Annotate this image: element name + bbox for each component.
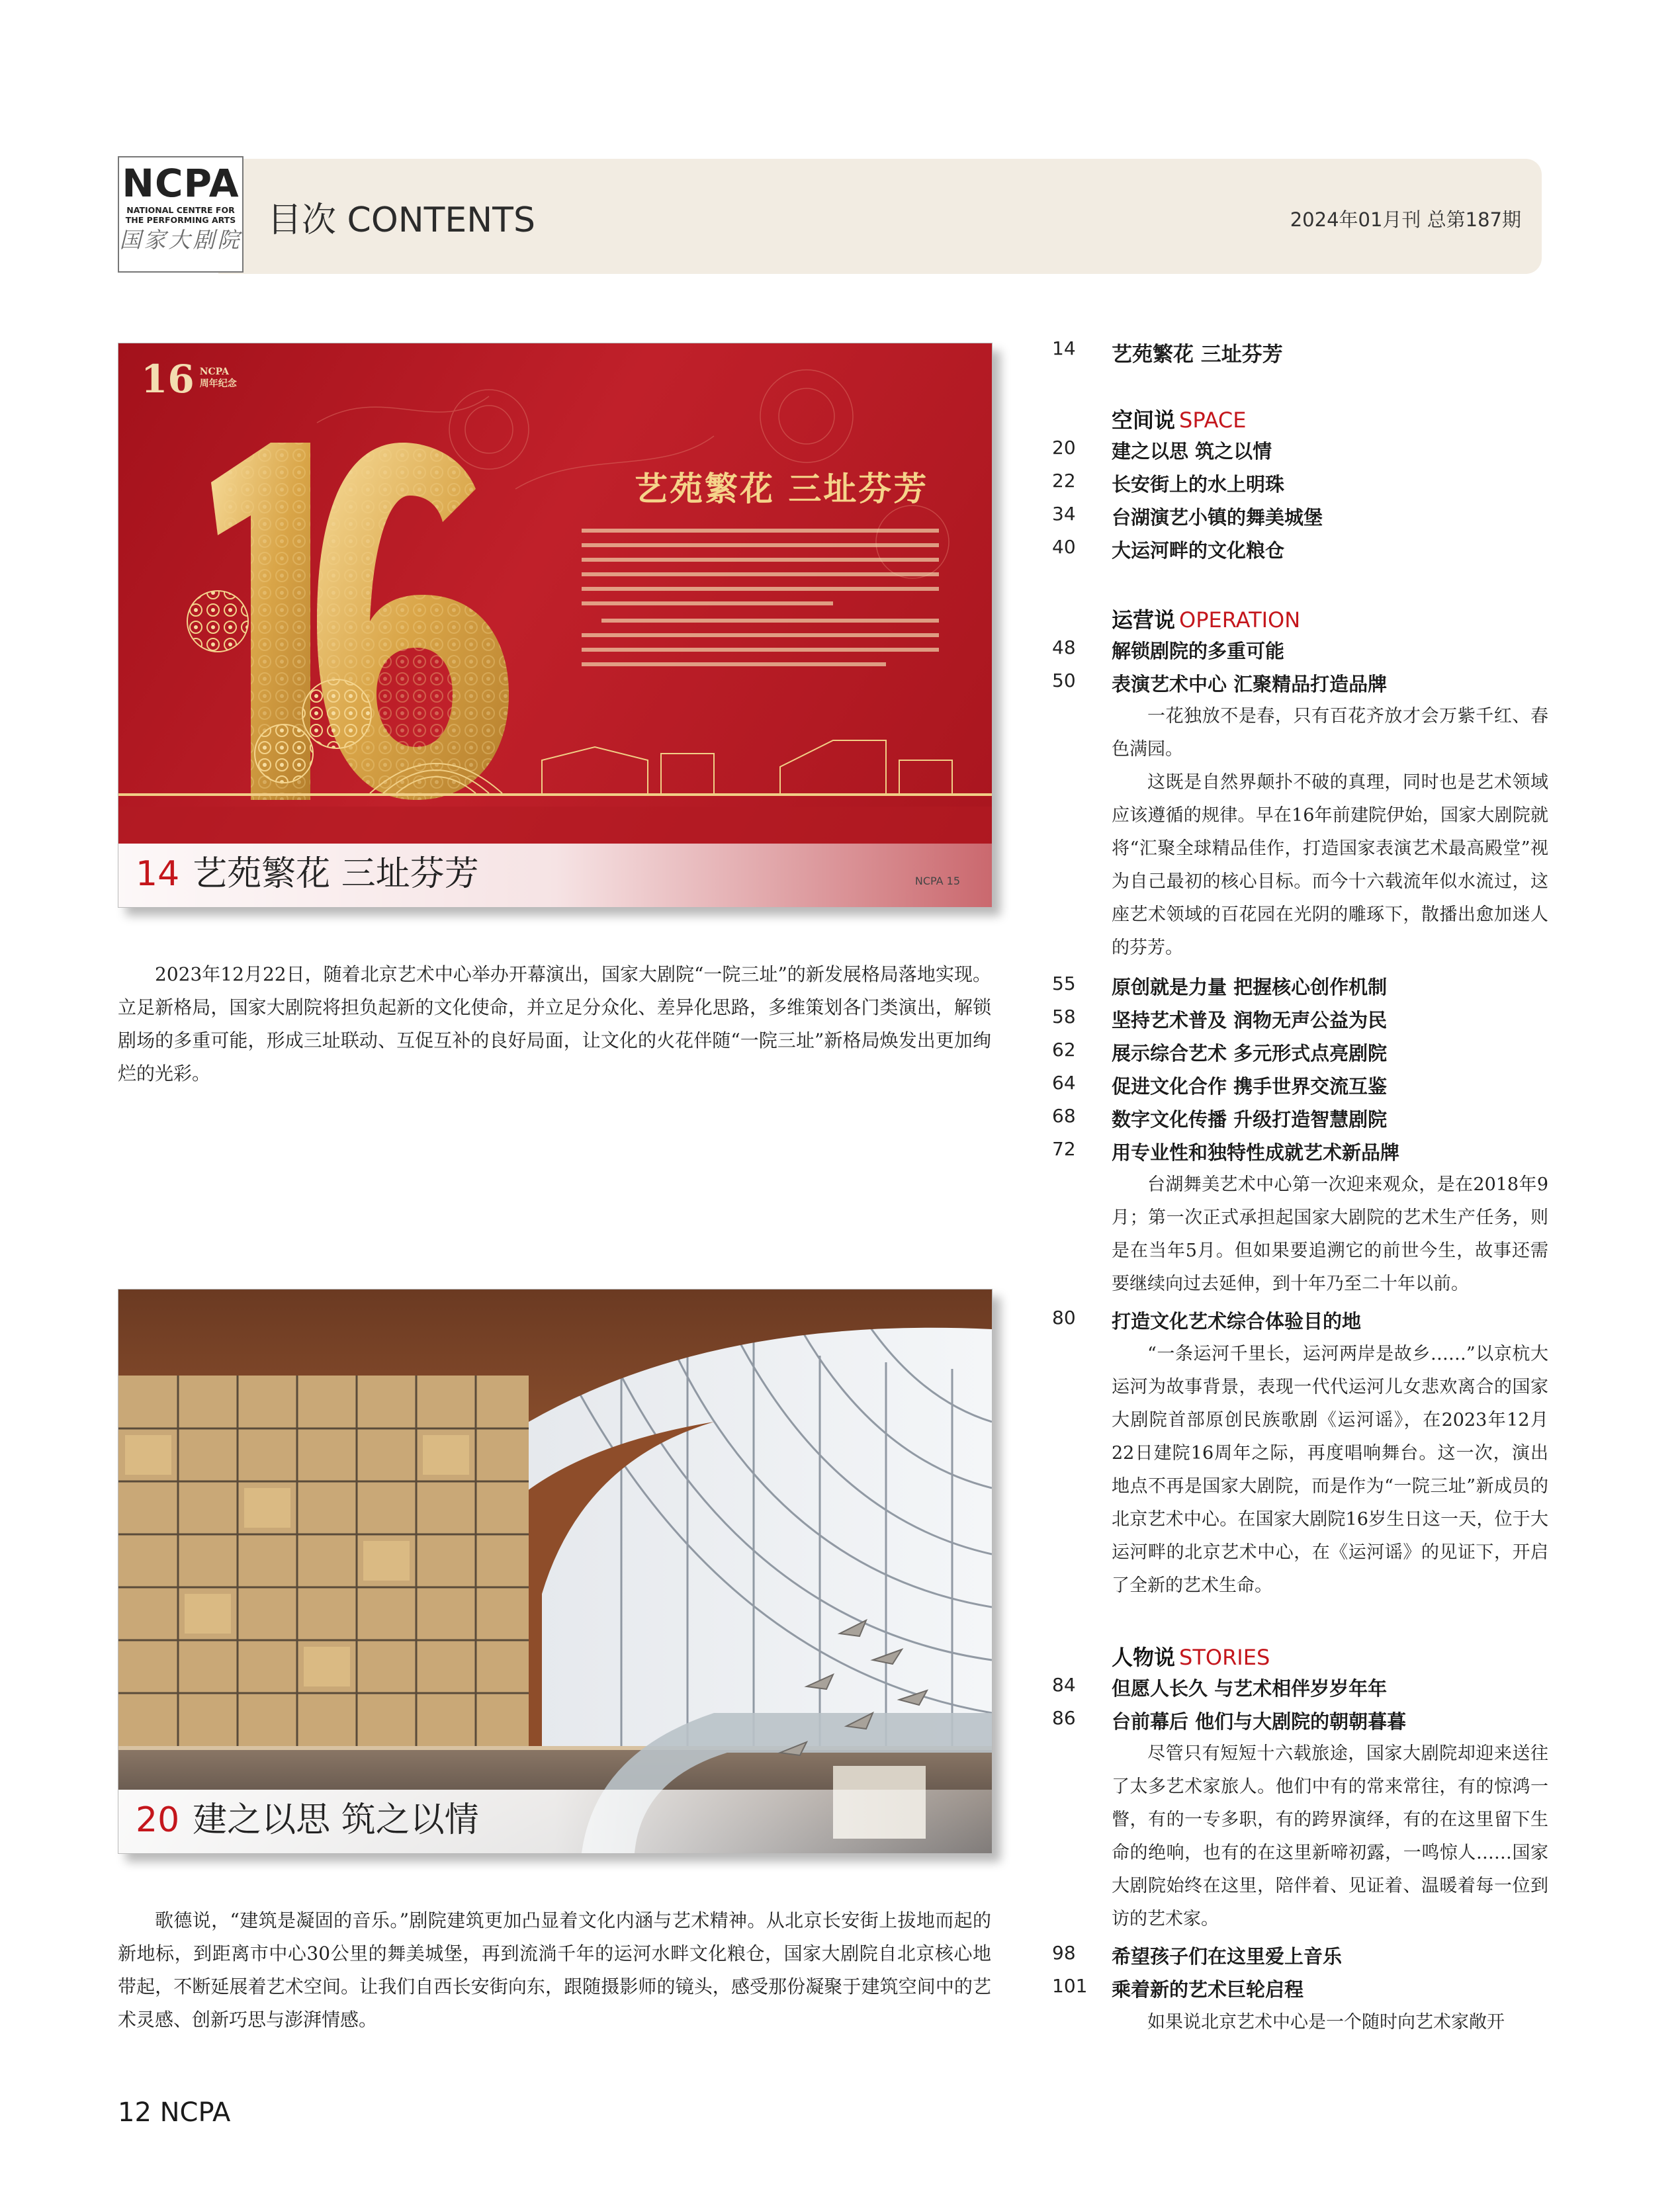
toc-page-number: 62 [1052, 1039, 1076, 1061]
toc-blurb: 一花独放不是春，只有百花齐放才会万紫千红、春色满园。 [1112, 706, 1548, 760]
poster-text-lines [582, 523, 939, 669]
section-en: SPACE [1179, 408, 1247, 433]
toc-page-number: 101 [1052, 1975, 1088, 1997]
toc-page-number: 72 [1052, 1138, 1076, 1160]
contents-title: 目次 CONTENTS [267, 200, 535, 240]
toc-blurb: 这既是自然界颠扑不破的真理，同时也是艺术领域应该遵循的规律。早在16年前建院伊始，国家大剧院就将“汇聚全球精品佳作，打造国家表演艺术最高殿堂”视为自己最初的核心目标。而今十六载流年似水流过，这座艺术领域的百花园在光阴的雕琢下，散播出愈加迷人的芬芳。 [1112, 772, 1548, 958]
badge-number: 16 [141, 357, 195, 402]
caption-title: 建之以思 筑之以情 [193, 1800, 479, 1840]
section-cn: 运营说 [1112, 607, 1176, 633]
section-cn: 人物说 [1112, 1645, 1176, 1670]
badge-text-1: NCPA [199, 367, 230, 377]
toc-item-title: 大运河畔的文化粮仓 [1112, 539, 1285, 562]
toc-section-stories [1112, 1641, 1270, 1671]
caption-page-number: 20 [136, 1800, 180, 1840]
footer-brand: NCPA [159, 2097, 231, 2128]
section-en: STORIES [1179, 1645, 1270, 1670]
feature-image-anniversary[interactable] [118, 343, 993, 908]
toc-item-title: 促进文化合作 携手世界交流互鉴 [1112, 1075, 1388, 1098]
toc-page-number: 22 [1052, 470, 1076, 492]
caption-band [118, 1790, 992, 1853]
toc-page-number: 68 [1052, 1105, 1076, 1127]
toc-page-number: 80 [1052, 1307, 1076, 1329]
feature-caption [136, 846, 479, 895]
toc-page-number: 40 [1052, 536, 1076, 558]
issue-info: 2024年01月刊 总第187期 [1290, 208, 1521, 231]
caption-title: 艺苑繁花 三址芬芳 [193, 854, 479, 894]
toc-page-number: 48 [1052, 636, 1076, 658]
toc-item-title: 解锁剧院的多重可能 [1112, 640, 1285, 662]
logo-sub-1: NATIONAL CENTRE FOR [126, 205, 235, 215]
toc-page-number: 98 [1052, 1942, 1076, 1964]
page-footer [118, 2097, 230, 2128]
toc-item-title: 台湖演艺小镇的舞美城堡 [1112, 506, 1323, 529]
logo-sub-2: THE PERFORMING ARTS [125, 215, 236, 225]
toc-item-title: 打造文化艺术综合体验目的地 [1112, 1310, 1362, 1333]
logo-main: NCPA [122, 161, 240, 206]
toc-page-number: 20 [1052, 437, 1076, 459]
anniversary-badge [141, 357, 237, 402]
toc-blurb: “一条运河千里长，运河两岸是故乡……”以京杭大运河为故事背景，表现一代代运河儿女悲欢离合的国家大剧院首部原创民族歌剧《运河谣》，在2023年12月22日建院16周年之际，再度唱响舞台。这一次，演出地点不再是国家大剧院，而是作为“一院三址”新成员的北京艺术中心。在国家大剧院16岁生日这一天，位于大运河畔的北京艺术中心，在《运河谣》的见证下，开启了全新的艺术生命。 [1112, 1344, 1548, 1596]
toc-page-number: 14 [1052, 337, 1076, 359]
toc-item-title: 表演艺术中心 汇聚精品打造品牌 [1112, 673, 1388, 695]
badge-text-2: 周年纪念 [199, 378, 237, 389]
caption-page-number: 14 [136, 854, 180, 894]
toc-page-number: 50 [1052, 670, 1076, 691]
toc-blurb: 台湖舞美艺术中心第一次迎来观众，是在2018年9月；第一次正式承担起国家大剧院的艺术生产任务，则是在当年5月。但如果要追溯它的前世今生，故事还需要继续向过去延伸，到十年乃至二十年以前。 [1112, 1174, 1548, 1294]
toc-item-title: 坚持艺术普及 润物无声公益为民 [1112, 1009, 1388, 1031]
toc-item-title: 长安街上的水上明珠 [1112, 473, 1285, 496]
toc-page-number: 84 [1052, 1674, 1076, 1696]
toc-item-title: 原创就是力量 把握核心创作机制 [1112, 976, 1388, 998]
poster-body-text [582, 523, 939, 675]
feature-image-architecture[interactable] [118, 1289, 993, 1854]
architecture-photo [118, 1290, 992, 1853]
toc-item-title: 用专业性和独特性成就艺术新品牌 [1112, 1141, 1400, 1164]
toc-item-title: 数字文化传播 升级打造智慧剧院 [1112, 1108, 1388, 1131]
section-en: OPERATION [1179, 607, 1301, 633]
toc-blurb: 如果说北京艺术中心是一个随时向艺术家敞开 [1147, 2012, 1505, 2033]
feature-1-paragraph: 2023年12月22日，随着北京艺术中心举办开幕演出，国家大剧院“一院三址”的新发展格局落地实现。立足新格局，国家大剧院将担负起新的文化使命，并立足分众化、差异化思路，多维策划各门类演出，解锁剧场的多重可能，形成三址联动、互促互补的良好局面，让文化的火花伴随“一院三址”新格局焕发出更加绚烂的光彩。 [118, 963, 991, 1084]
toc-item-title: 乘着新的艺术巨轮启程 [1112, 1978, 1304, 2001]
mini-page-tag: NCPA 15 [914, 875, 960, 887]
toc-blurb: 尽管只有短短十六载旅途，国家大剧院却迎来送往了太多艺术家旅人。他们中有的常来常往，有的惊鸿一瞥，有的一专多职，有的跨界演绎，有的在这里留下生命的绝响，也有的在这里新啼初露，一鸣惊人……国家大剧院始终在这里，陪伴着、见证着、温暖着每一位到访的艺术家。 [1112, 1743, 1548, 1929]
caption-band [118, 844, 992, 907]
toc-item-title: 但愿人长久 与艺术相伴岁岁年年 [1112, 1677, 1388, 1700]
toc-item-title: 台前幕后 他们与大剧院的朝朝暮暮 [1112, 1710, 1407, 1733]
toc-page-number: 55 [1052, 973, 1076, 994]
toc-item-title: 建之以思 筑之以情 [1112, 440, 1272, 462]
toc-page-number: 64 [1052, 1072, 1076, 1094]
footer-page-number: 12 [118, 2097, 152, 2128]
poster-title: 艺苑繁花 三址芬芳 [635, 470, 929, 508]
feature-2-paragraph: 歌德说，“建筑是凝固的音乐。”剧院建筑更加凸显着文化内涵与艺术精神。从北京长安街上拔地而起的新地标，到距离市中心30公里的舞美城堡，再到流淌千年的运河水畔文化粮仓，国家大剧院自北京核心地带起，不断延展着艺术空间。让我们自西长安街向东，跟随摄影师的镜头，感受那份凝聚于建筑空间中的艺术灵感、创新巧思与澎湃情感。 [118, 1909, 991, 2031]
toc-item-title: 艺苑繁花 三址芬芳 [1112, 343, 1283, 367]
toc-page-number: 34 [1052, 503, 1076, 525]
feature-caption [136, 1792, 479, 1841]
logo-cn: 国家大剧院 [119, 227, 242, 253]
section-cn: 空间说 [1112, 408, 1176, 433]
toc-section-space [1112, 404, 1246, 434]
toc-page-number: 58 [1052, 1006, 1076, 1028]
ncpa-logo [118, 156, 243, 273]
toc-page-number: 86 [1052, 1707, 1076, 1729]
toc-item-title: 展示综合艺术 多元形式点亮剧院 [1112, 1042, 1388, 1065]
toc-item-title: 希望孩子们在这里爱上音乐 [1112, 1945, 1343, 1968]
toc-section-operation [1112, 603, 1300, 634]
